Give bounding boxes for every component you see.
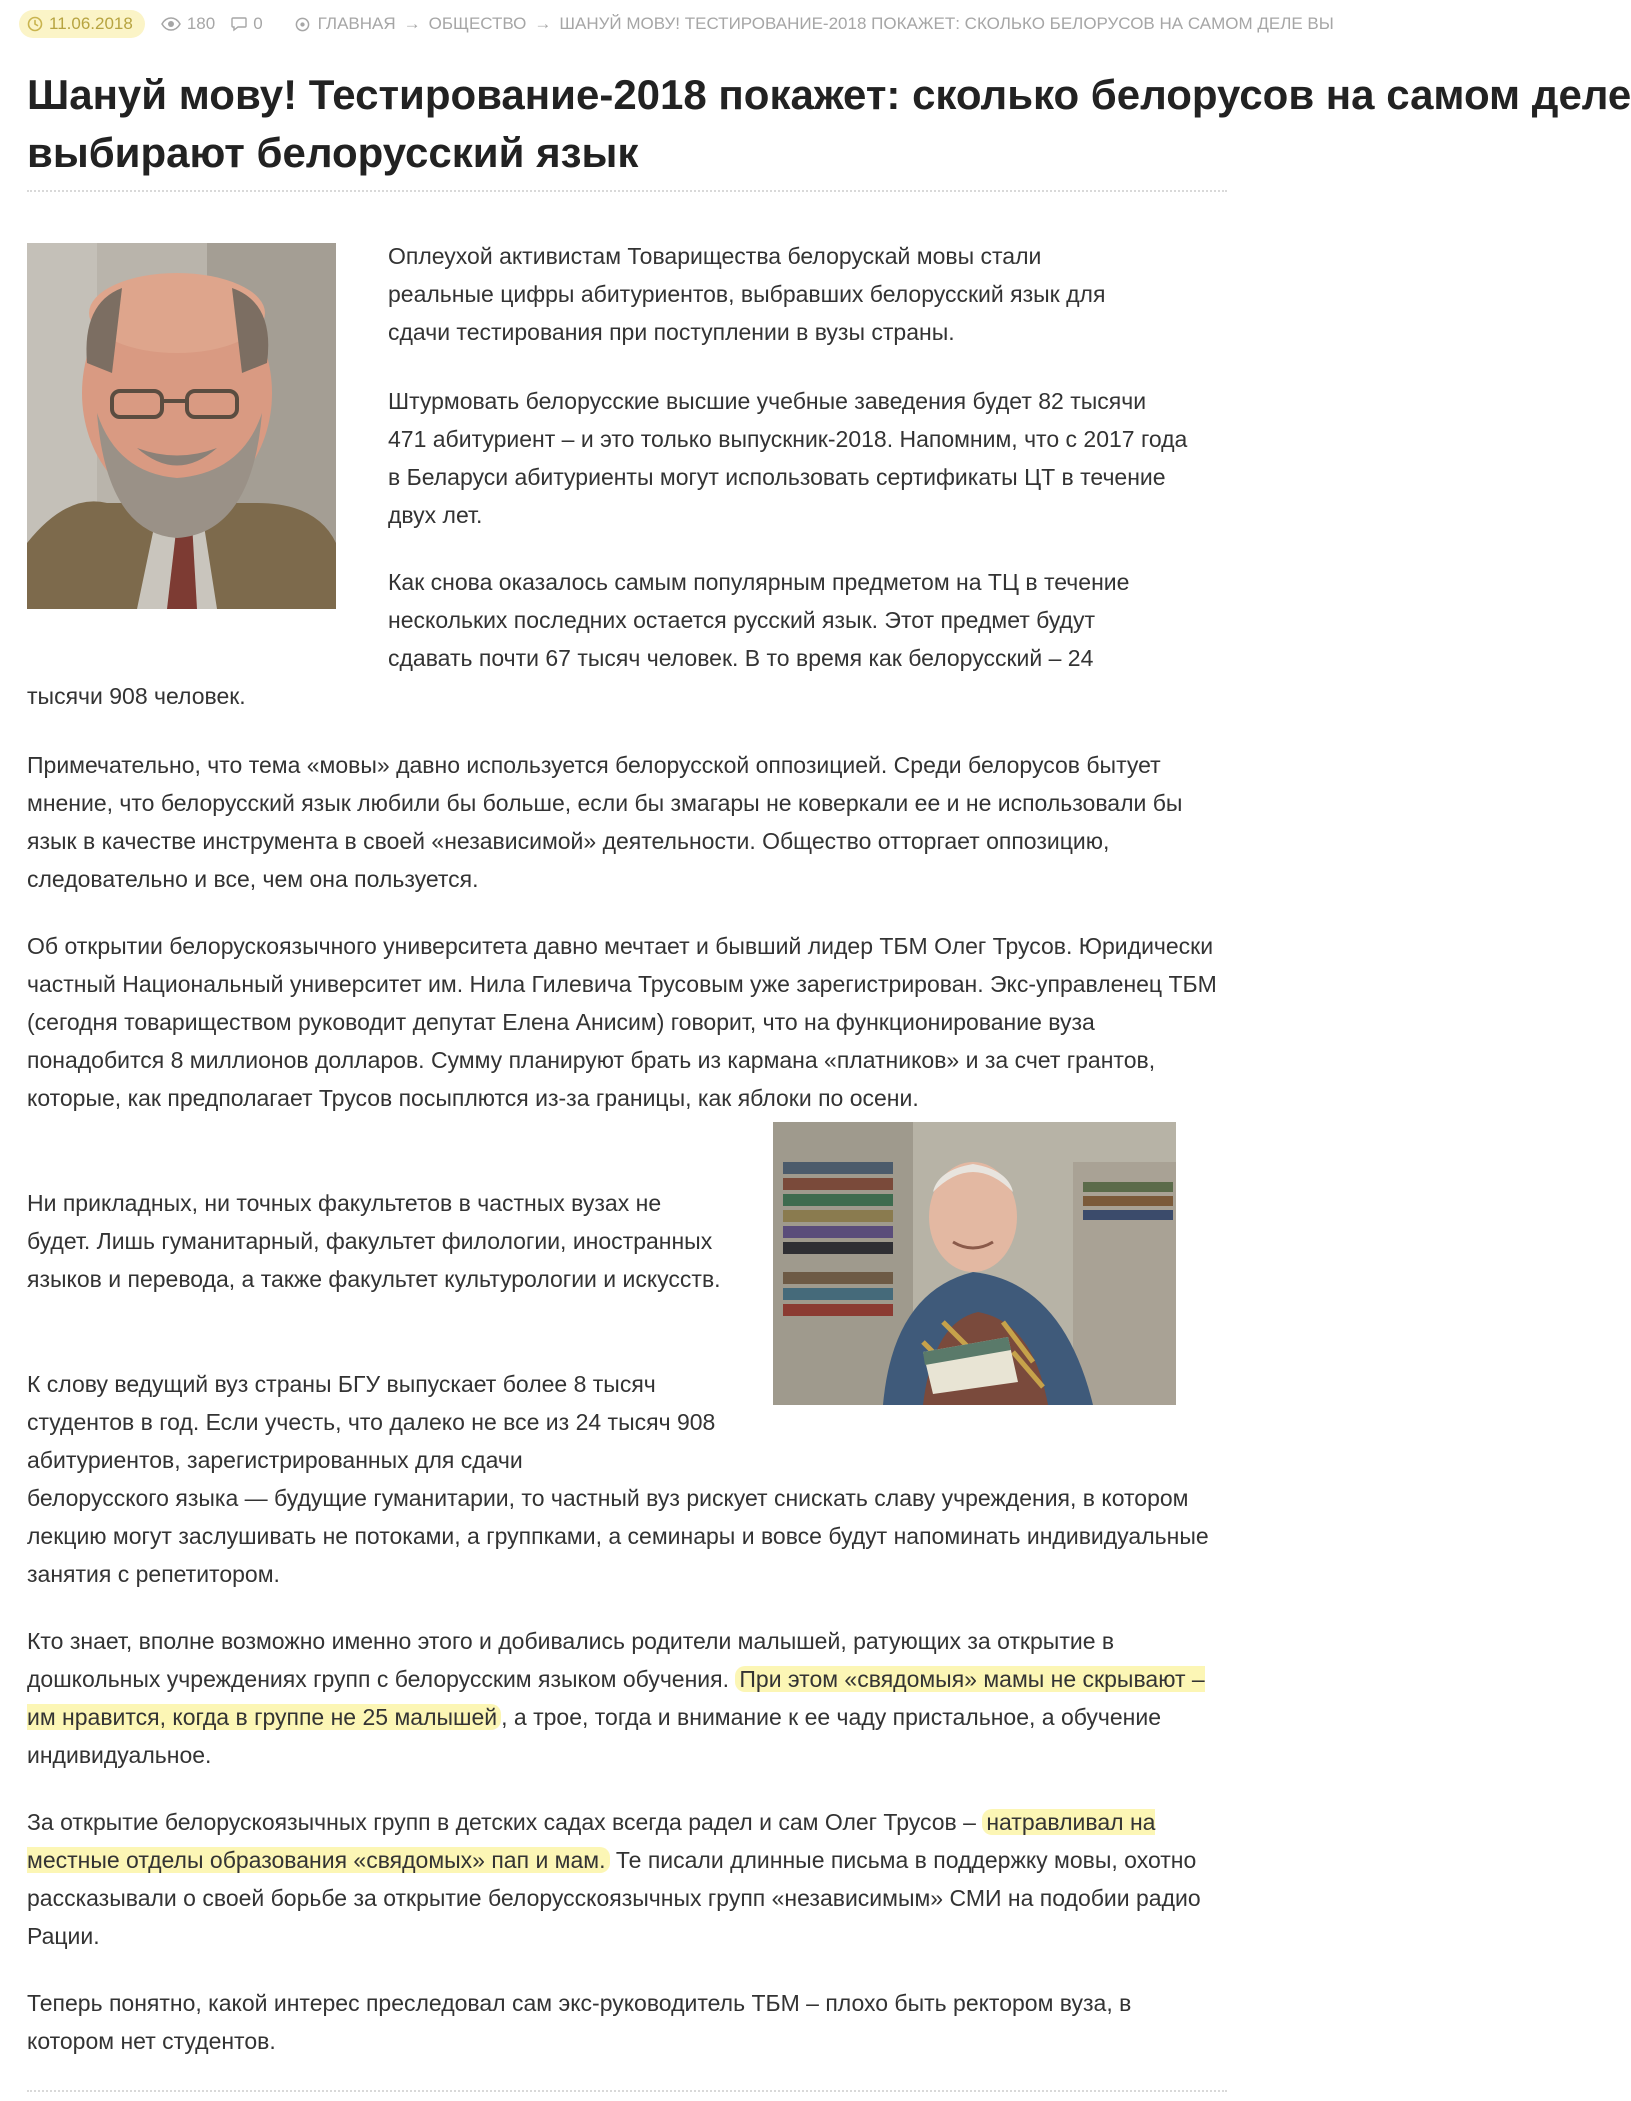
article-paragraph-7-continued: белорусского языка — будущие гуманитарии, то частный вуз рискует снискать славу учреждения, в котором лекцию могут заслушивать не потоками, а группками, а семинары и вовсе будут напоминать индивидуальные занятия с репетитором. [27, 1485, 1209, 1587]
breadcrumb-separator: → [403, 14, 421, 33]
comments-counter[interactable] [231, 14, 262, 34]
highlighted-quote: натравливал на местные отделы образования «свядомых» пап и мам. [27, 1809, 1156, 1873]
paragraph-9-text-end: Те писали длинные письма в поддержку мовы, охотно рассказывали о своей борьбе за открытие белорусскоязычных групп «независимым» СМИ на подобии радио Рации. [27, 1847, 1201, 1949]
post-date: 11.06.2018 [49, 14, 133, 33]
breadcrumb [295, 14, 1334, 34]
eye-icon [161, 17, 181, 31]
article-paragraph-9 [27, 1803, 1217, 1955]
breadcrumb-current: ШАНУЙ МОВУ! ТЕСТИРОВАНИЕ-2018 ПОКАЖЕТ: СКОЛЬКО БЕЛОРУСОВ НА САМОМ ДЕЛЕ ВЫ [559, 14, 1334, 33]
highlighted-quote: При этом «свядомыя» мамы не скрывают – им нравится, когда в группе не 25 малышей [27, 1666, 1205, 1730]
home-icon [295, 17, 310, 32]
paragraph-8-text-end: , а трое, тогда и внимание к ее чаду пристальное, а обучение индивидуальное. [27, 1704, 1162, 1768]
article-paragraph-7: К слову ведущий вуз страны БГУ выпускает более 8 тысяч студентов в год. Если учесть, что далеко не все из 24 тысяч 908 абитуриентов, зарегистрированных для сдачи [27, 1371, 716, 1473]
article-title [27, 66, 1631, 182]
article-paragraph-8 [27, 1622, 1217, 1774]
views-counter [161, 14, 215, 34]
post-meta-bar [0, 0, 1334, 48]
breadcrumb-separator: → [534, 14, 552, 33]
calendar-icon [27, 16, 43, 32]
breadcrumb-section-link[interactable]: ОБЩЕСТВО [428, 14, 527, 33]
article-title-line-1: Шануй мову! Тестирование-2018 покажет: сколько белорусов на самом деле [27, 71, 1631, 118]
article-paragraph-1: Оплеухой активистам Товарищества белорускай мовы стали реальные цифры абитуриентов, выбравших белорусский язык для сдачи тестирования при поступлении в вузы страны. [388, 243, 1106, 345]
comments-count: 0 [253, 14, 263, 33]
article-paragraph-10: Теперь понятно, какой интерес преследовал сам экс-руководитель ТБМ – плохо быть ректором вуза, в котором нет студентов. [27, 1990, 1132, 2054]
article-paragraph-5: Об открытии белорускоязычного университета давно мечтает и бывший лидер ТБМ Олег Трусов. Юридически частный Национальный университет им. Нила Гилевича Трусовым уже зарегистрирован. Экс-управленец ТБМ (сегодня товариществом руководит депутат Елена Анисим) говорит, что на функционирование вуза понадобится 8 миллионов долларов. Сумму планируют брать из кармана «платников» и за счет грантов, которые, как предполагает Трусов посыплются из-за границы, как яблоки по осени. [27, 933, 1217, 1111]
portrait-photo-bearded-man [27, 243, 336, 609]
paragraph-8-text: Кто знает, вполне возможно именно этого и добивались родители малышей, ратующих за открытие в дошкольных учреждениях групп с белорусским языком обучения. [27, 1628, 1115, 1692]
article-paragraph-3: Как снова оказалось самым популярным предметом на ТЦ в течение нескольких последних остается русский язык. Этот предмет будут сдавать почти 67 тысяч человек. В то время как белорусский – 24 [388, 569, 1130, 671]
article-paragraph-3-continued: тысячи 908 человек. [27, 683, 246, 709]
photo-elderly-man-with-book [773, 1122, 1176, 1405]
comment-icon [231, 17, 247, 31]
bottom-divider [27, 2090, 1227, 2092]
date-badge [19, 10, 145, 38]
article-paragraph-4: Примечательно, что тема «мовы» давно используется белорусской оппозицией. Среди белорусов бытует мнение, что белорусский язык любили бы больше, если бы змагары не коверкали ее и не использовали бы язык в качестве инструмента в своей «независимой» деятельности. Общество отторгает оппозицию, следовательно и все, чем она пользуется. [27, 752, 1183, 892]
article-title-line-2: выбирают белорусский язык [27, 129, 639, 176]
article-paragraph-6: Ни прикладных, ни точных факультетов в частных вузах не будет. Лишь гуманитарный, факультет филологии, иностранных языков и перевода, а также факультет культурологии и искусств. [27, 1190, 721, 1292]
views-count: 180 [186, 14, 216, 33]
article-paragraph-2: Штурмовать белорусские высшие учебные заведения будет 82 тысячи 471 абитуриент – и это только выпускник-2018. Напомним, что с 2017 года в Беларуси абитуриенты могут использовать сертификаты ЦТ в течение двух лет. [388, 388, 1188, 528]
paragraph-9-text: За открытие белорускоязычных групп в детских садах всегда радел и сам Олег Трусов – [27, 1809, 983, 1835]
title-divider [27, 190, 1227, 192]
breadcrumb-home-link[interactable]: ГЛАВНАЯ [317, 14, 396, 33]
